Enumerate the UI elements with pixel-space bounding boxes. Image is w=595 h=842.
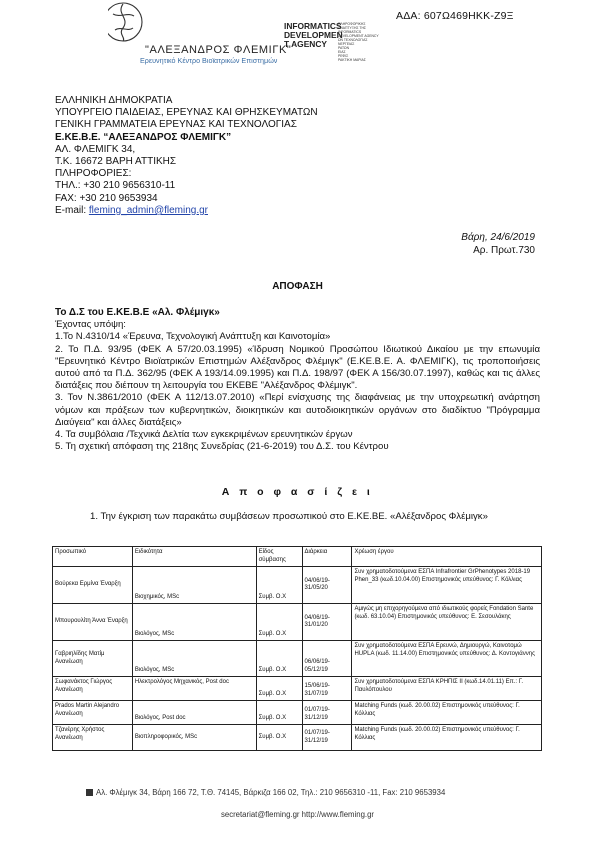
cell-specialty: Βιολόγος, MSc: [132, 641, 256, 677]
address-line: Τ.Κ. 16672 ΒΑΡΗ ΑΤΤΙΚΗΣ: [55, 156, 177, 168]
column-header: Ειδικότητα: [132, 547, 256, 567]
consideration-item: 1.Το Ν.4310/14 «Έρευνα, Τεχνολογική Ανάπτυξη και Καινοτομία»: [55, 331, 331, 343]
protocol-number: Αρ. Πρωτ.730: [473, 245, 535, 256]
org-name: Ε.ΚΕ.Β.Ε. “ΑΛΕΞΑΝΔΡΟΣ ΦΛΕΜΙΓΚ”: [55, 131, 232, 143]
cell-type: Συμβ. Ο.Χ: [256, 725, 302, 751]
cell-type: Συμβ. Ο.Χ: [256, 604, 302, 641]
infodev-logo: INFORMATICS DEVELOPMEN T AGENCY: [284, 21, 343, 49]
cell-duration: 15/06/19-31/07/19: [302, 677, 352, 701]
cell-charge: Matching Funds (κωδ. 20.00.02) Επιστημονικός υπεύθυνος: Γ. Κόλλιας: [352, 701, 542, 725]
footer-address: Αλ. Φλέμιγκ 34, Βάρη 166 72, Τ.Θ. 74145, Βάρκιζα 166 02, Τηλ.: 210 9656310 -11, Fax: 210 9653934: [86, 788, 445, 797]
address-line: ΤΗΛ.: +30 210 9656310-11: [55, 180, 176, 192]
cell-person: Γαβριηλίδης Ματίμ Ανανέωση: [53, 641, 133, 677]
cell-specialty: Ηλεκτρολόγος Μηχανικός, Post doc: [132, 677, 256, 701]
cell-person: Σωφανάκτος Γιώργος Ανανέωση: [53, 677, 133, 701]
column-header: Προσωπικό: [53, 547, 133, 567]
logo-name: "ΑΛΕΞΑΝΔΡΟΣ ΦΛΕΜΙΓΚ": [145, 44, 292, 56]
column-header: Διάρκεια: [302, 547, 352, 567]
consideration-item: 3. Τον Ν.3861/2010 (ΦΕΚ Α 112/13.07.2010) «Περί ενίσχυσης της διαφάνειας με την υποχρεωτική ανάρτηση νόμων και πράξεων των κυβερνητικών, διοικητικών και αυτοδιοικητικών οργάνων στο διαδίκτυο "Πρόγραμμα Διαύγεια" και άλλες διατάξεις»: [55, 392, 540, 428]
board-heading: Το Δ.Σ του Ε.ΚΕ.Β.Ε «Αλ. Φλέμιγκ»: [55, 307, 220, 318]
infodev-logo-small-text: ΠΛΗΡΟΦΟΡΙΚΗΣ ΑΝΑΠΤΥΞΗΣ ΤΗΣ INFORMATICS DEVELOPMENT AGENCY ΩΝ ΤΕΧΝΟΛΟΓΙΑΣ ΝΕΡΓΕΙΑΣ ΡΑΤΩΝ ΕΙΑΣ ΡΕΦΙΣ ΡΑΚΤΙΚΗ ΜΑΡΙΑΣ: [338, 22, 379, 62]
table-row: [53, 641, 542, 677]
address-line: ΑΛ. ΦΛΕΜΙΓΚ 34,: [55, 143, 136, 155]
email-link[interactable]: fleming_admin@fleming.gr: [88, 204, 208, 216]
date: Βάρη, 24/6/2019: [461, 232, 535, 243]
cell-charge: Συν χρηματοδοτούμενα ΕΣΠΑ Infrafrontier GrPhenotypes 2018-19 Phen_33 (κωδ.10.04.00) Επιστημονικός υπεύθυνος: Γ. Κόλλιας: [352, 567, 542, 604]
footer-web: secretariat@fleming.gr http://www.fleming.gr: [220, 810, 375, 819]
decides-heading: Α π ο φ α σ ί ζ ε ι: [221, 486, 374, 498]
cell-type: Συμβ. Ο.Χ: [256, 701, 302, 725]
cell-duration: 01/07/19-31/12/19: [302, 725, 352, 751]
address-line: FAX: +30 210 9653934: [55, 192, 158, 204]
consideration-item: 4. Τα συμβόλαια /Τεχνικά Δελτία των εγκεκριμένων ερευνητικών έργων: [55, 429, 353, 441]
cell-charge: Συν χρηματοδοτούμενα ΕΣΠΑ ΚΡΗΠΙΣ ΙΙ (κωδ.14.01.11) Επ.: Γ. Παυλόπουλου: [352, 677, 542, 701]
table-row: [53, 604, 542, 641]
cell-specialty: Βιοπληροφορικός, MSc: [132, 725, 256, 751]
cell-specialty: Βιολόγος, Post doc: [132, 701, 256, 725]
letterhead: [55, 95, 318, 217]
address-line: ΠΛΗΡΟΦΟΡΙΕΣ:: [55, 168, 132, 180]
cell-duration: 04/06/19-31/05/20: [302, 567, 352, 604]
consideration-item: 2. Το Π.Δ. 93/95 (ΦΕΚ Α 57/20.03.1995) «Ίδρυση Νομικού Προσώπου Ιδιωτικού Δικαίου με την επωνυμία "Ερευνητικό Κέντρο Βιοϊατρικών Επιστημών Αλέξανδρος Φλέμιγκ" (Ε.ΚΕ.Β.Ε. Α. ΦΛΕΜΙΓΚ), τις τροποποιήσεις αυτού από τα Π.Δ. 362/95 (ΦΕΚ Α 193/14.09.1995) και Π.Δ. 198/97 (ΦΕΚ Α 156/30.07.1997), καθώς και τις άλλες διατάξεις που διέπουν τη λειτουργία του ΕΚΕΒΕ "Αλέξανδρος Φλέμιγκ".: [55, 343, 540, 392]
cell-specialty: Βιοχημικός, MSc: [132, 567, 256, 604]
header-line: ΥΠΟΥΡΓΕΙΟ ΠΑΙΔΕΙΑΣ, ΕΡΕΥΝΑΣ ΚΑΙ ΘΡΗΣΚΕΥΜΑΤΩΝ: [55, 107, 318, 119]
table-row: [53, 701, 542, 725]
having-label: Έχοντας υπόψη:: [55, 319, 126, 331]
date-block: [461, 231, 535, 257]
cell-person: Βούρεκα Ερμίνα Έναρξη: [53, 567, 133, 604]
cell-person: Τζανέρης Χρήστος Ανανέωση: [53, 725, 133, 751]
cell-charge: Αμιγώς μη επιχορηγούμενα από ιδιωτικούς φορείς Fondation Sante (κωδ. 63.10.04) Επιστημονικός υπεύθυνος: Ε. Σεσουλάκης: [352, 604, 542, 641]
document-title: ΑΠΟΦΑΣΗ: [272, 281, 323, 292]
fleming-logo: [108, 0, 278, 50]
header-line: ΕΛΛΗΝΙΚΗ ΔΗΜΟΚΡΑΤΙΑ: [55, 95, 173, 106]
cell-type: Συμβ. Ο.Χ: [256, 567, 302, 604]
email-line: E-mail: fleming_admin@fleming.gr: [55, 204, 208, 216]
header-line: ΓΕΝΙΚΗ ΓΡΑΜΜΑΤΕΙΑ ΕΡΕΥΝΑΣ ΚΑΙ ΤΕΧΝΟΛΟΓΙΑΣ: [55, 119, 297, 131]
square-bullet-icon: [86, 789, 93, 796]
contracts-table: [52, 546, 542, 751]
table-header-row: [53, 547, 542, 567]
cell-type: Συμβ. Ο.Χ: [256, 677, 302, 701]
consideration-item: 5. Τη σχετική απόφαση της 218ης Συνεδρίας (21-6-2019) του Δ.Σ. του Κέντρου: [55, 441, 389, 453]
cell-duration: 01/07/19-31/12/19: [302, 701, 352, 725]
cell-person: Prados Martin Alejandro Ανανέωση: [53, 701, 133, 725]
considerations-block: [55, 307, 540, 453]
column-header: Χρέωση έργου: [352, 547, 542, 567]
cell-charge: Matching Funds (κωδ. 20.00.02) Επιστημονικός υπεύθυνος: Γ. Κόλλιας: [352, 725, 542, 751]
logo-subtitle: Ερευνητικό Κέντρο Βιοϊατρικών Επιστημών: [140, 56, 278, 65]
approval-item: 1. Την έγκριση των παρακάτω συμβάσεων προσωπικού στο Ε.ΚΕ.ΒΕ. «Αλέξανδρος Φλέμιγκ»: [90, 511, 488, 522]
column-header: Είδος σύμβασης: [256, 547, 302, 567]
ada-code: ΑΔΑ: 607Ω469ΗΚΚ-Ζ9Ξ: [396, 10, 514, 22]
cell-type: Συμβ. Ο.Χ: [256, 641, 302, 677]
cell-duration: 04/06/19-31/01/20: [302, 604, 352, 641]
table-row: [53, 725, 542, 751]
cell-person: Μπουρουλίτη Άννα Έναρξη: [53, 604, 133, 641]
cell-specialty: Βιολόγος, MSc: [132, 604, 256, 641]
table-row: [53, 567, 542, 604]
cell-charge: Συν χρηματοδοτούμενα ΕΣΠΑ Ερευνώ, Δημιουργώ, Καινοτομώ HUPLA (κωδ. 11.14.00) Επιστημονικός υπεύθυνος: Δ. Κοντογιάννης: [352, 641, 542, 677]
cell-duration: 06/06/19-05/12/19: [302, 641, 352, 677]
table-row: [53, 677, 542, 701]
